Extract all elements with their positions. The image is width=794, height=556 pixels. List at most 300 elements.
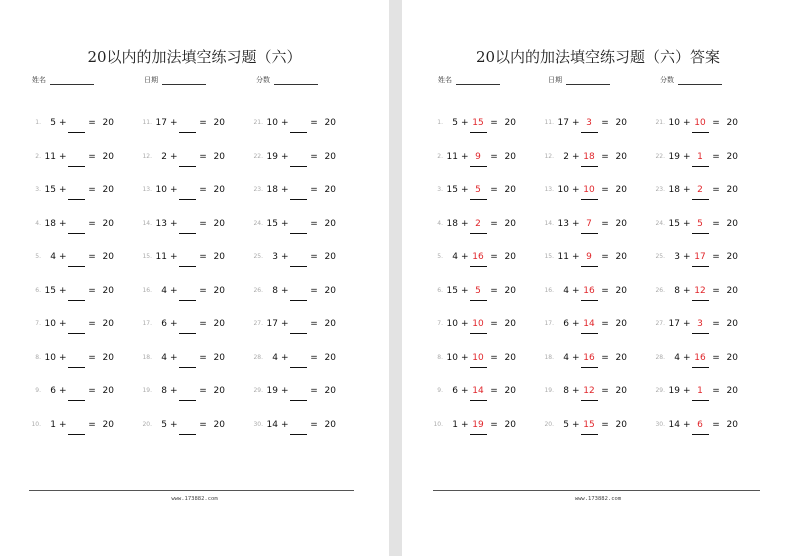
equals-sign: = bbox=[199, 319, 207, 329]
footer-url: www.173882.com bbox=[574, 496, 622, 502]
equals-sign: = bbox=[88, 218, 96, 229]
plus-sign: + bbox=[59, 151, 67, 162]
sum-value: 20 bbox=[213, 419, 225, 430]
equals-sign: = bbox=[199, 285, 207, 296]
problem-number: 26. bbox=[253, 286, 263, 294]
answer-blank-line bbox=[290, 434, 307, 435]
addend: 11 bbox=[155, 252, 167, 262]
equals-sign: = bbox=[712, 285, 720, 296]
addend: 17 bbox=[266, 319, 278, 329]
plus-sign: + bbox=[683, 419, 691, 430]
equals-sign: = bbox=[88, 185, 96, 195]
answer-blank-line bbox=[290, 132, 307, 133]
answer-blank-line bbox=[581, 199, 598, 200]
answer-blank-line bbox=[290, 266, 307, 267]
answer-value: 10 bbox=[694, 118, 706, 128]
answer-blank-line bbox=[68, 333, 85, 334]
equals-sign: = bbox=[88, 285, 96, 296]
score-field bbox=[256, 75, 318, 85]
equals-sign: = bbox=[490, 419, 498, 430]
answer-blank-line bbox=[290, 199, 307, 200]
answer-value: 18 bbox=[583, 151, 595, 162]
equals-sign: = bbox=[490, 252, 498, 262]
problem-number: 5. bbox=[437, 253, 443, 260]
addend: 4 bbox=[161, 352, 167, 363]
equals-sign: = bbox=[712, 319, 720, 329]
sum-value: 20 bbox=[102, 252, 114, 262]
answer-value: 12 bbox=[694, 285, 706, 296]
sum-value: 20 bbox=[615, 352, 627, 363]
plus-sign: + bbox=[59, 285, 67, 296]
answer-value: 16 bbox=[472, 252, 484, 262]
plus-sign: + bbox=[170, 285, 178, 296]
answer-value: 15 bbox=[583, 419, 595, 430]
sum-value: 20 bbox=[102, 319, 114, 329]
answer-value: 14 bbox=[583, 319, 595, 329]
addend: 11 bbox=[44, 151, 56, 162]
plus-sign: + bbox=[461, 218, 469, 229]
problem-number: 13. bbox=[142, 186, 152, 193]
equals-sign: = bbox=[712, 185, 720, 195]
sum-value: 20 bbox=[615, 386, 627, 396]
answer-blank-line bbox=[581, 400, 598, 401]
plus-sign: + bbox=[683, 218, 691, 229]
sum-value: 20 bbox=[324, 218, 336, 229]
sum-value: 20 bbox=[102, 352, 114, 363]
equals-sign: = bbox=[88, 252, 96, 262]
answer-blank-line bbox=[179, 300, 196, 301]
sum-value: 20 bbox=[726, 185, 738, 195]
plus-sign: + bbox=[461, 352, 469, 363]
sum-value: 20 bbox=[504, 285, 516, 296]
plus-sign: + bbox=[59, 185, 67, 195]
answer-value: 16 bbox=[583, 352, 595, 363]
plus-sign: + bbox=[170, 118, 178, 128]
sum-value: 20 bbox=[615, 252, 627, 262]
plus-sign: + bbox=[59, 319, 67, 329]
equals-sign: = bbox=[310, 118, 318, 128]
problem-number: 2. bbox=[35, 152, 41, 160]
problem-number: 7. bbox=[437, 320, 443, 327]
answer-blank-line bbox=[581, 434, 598, 435]
addend: 10 bbox=[266, 118, 278, 128]
answer-blank-line bbox=[692, 434, 709, 435]
answer-value: 5 bbox=[475, 185, 481, 195]
addend: 8 bbox=[674, 285, 680, 296]
problem-number: 9. bbox=[35, 387, 41, 394]
problem-number: 23. bbox=[655, 186, 665, 193]
addend: 15 bbox=[668, 218, 680, 229]
equals-sign: = bbox=[88, 118, 96, 128]
addend: 6 bbox=[50, 386, 56, 396]
addend: 1 bbox=[452, 419, 458, 430]
addend: 1 bbox=[50, 419, 56, 430]
answer-blank-line bbox=[68, 266, 85, 267]
addend: 15 bbox=[44, 285, 56, 296]
sum-value: 20 bbox=[213, 285, 225, 296]
problem-number: 5. bbox=[35, 253, 41, 260]
sum-value: 20 bbox=[504, 319, 516, 329]
equals-sign: = bbox=[199, 386, 207, 396]
plus-sign: + bbox=[461, 419, 469, 430]
answer-blank-line bbox=[68, 199, 85, 200]
equals-sign: = bbox=[310, 319, 318, 329]
plus-sign: + bbox=[572, 386, 580, 396]
plus-sign: + bbox=[683, 319, 691, 329]
addend: 8 bbox=[272, 285, 278, 296]
answer-blank-line bbox=[290, 367, 307, 368]
answer-blank-line bbox=[179, 266, 196, 267]
addend: 18 bbox=[446, 218, 458, 229]
sum-value: 20 bbox=[504, 118, 516, 128]
answer-blank-line bbox=[692, 132, 709, 133]
problem-number: 25. bbox=[655, 253, 665, 260]
footer-divider bbox=[433, 490, 760, 491]
sum-value: 20 bbox=[102, 386, 114, 396]
answer-blank-line bbox=[581, 233, 598, 234]
answer-blank-line bbox=[470, 300, 487, 301]
problem-number: 15. bbox=[142, 253, 152, 260]
answer-blank-line bbox=[692, 233, 709, 234]
answer-value: 9 bbox=[586, 252, 592, 262]
sum-value: 20 bbox=[324, 319, 336, 329]
answer-blank-line bbox=[692, 300, 709, 301]
answer-blank-line bbox=[470, 166, 487, 167]
answer-value: 10 bbox=[472, 319, 484, 329]
equals-sign: = bbox=[490, 118, 498, 128]
addend: 10 bbox=[155, 185, 167, 195]
sum-value: 20 bbox=[504, 252, 516, 262]
plus-sign: + bbox=[170, 352, 178, 363]
plus-sign: + bbox=[170, 386, 178, 396]
equals-sign: = bbox=[310, 419, 318, 430]
sum-value: 20 bbox=[726, 352, 738, 363]
answer-blank-line bbox=[692, 266, 709, 267]
equals-sign: = bbox=[310, 218, 318, 229]
addend: 10 bbox=[44, 352, 56, 363]
problem-number: 15. bbox=[544, 253, 554, 260]
name-line bbox=[50, 76, 94, 85]
answer-blank-line bbox=[68, 166, 85, 167]
score-field bbox=[660, 75, 722, 85]
problem-number: 27. bbox=[655, 320, 665, 327]
sum-value: 20 bbox=[213, 185, 225, 195]
addend: 15 bbox=[446, 185, 458, 195]
sum-value: 20 bbox=[726, 386, 738, 396]
plus-sign: + bbox=[59, 252, 67, 262]
equals-sign: = bbox=[601, 151, 609, 162]
addend: 2 bbox=[563, 151, 569, 162]
sum-value: 20 bbox=[324, 151, 336, 162]
answer-blank-line bbox=[68, 300, 85, 301]
addend: 6 bbox=[452, 386, 458, 396]
addend: 8 bbox=[563, 386, 569, 396]
sum-value: 20 bbox=[504, 185, 516, 195]
addend: 5 bbox=[452, 118, 458, 128]
problem-number: 30. bbox=[655, 420, 665, 428]
answer-blank-line bbox=[290, 333, 307, 334]
sum-value: 20 bbox=[324, 386, 336, 396]
plus-sign: + bbox=[683, 352, 691, 363]
answer-value: 15 bbox=[472, 118, 484, 128]
addend: 18 bbox=[44, 218, 56, 229]
equals-sign: = bbox=[601, 419, 609, 430]
addend: 4 bbox=[50, 252, 56, 262]
answer-blank-line bbox=[290, 233, 307, 234]
sum-value: 20 bbox=[324, 252, 336, 262]
equals-sign: = bbox=[88, 319, 96, 329]
equals-sign: = bbox=[712, 218, 720, 229]
answer-blank-line bbox=[290, 300, 307, 301]
problem-number: 11. bbox=[544, 119, 554, 126]
problem-number: 21. bbox=[253, 119, 263, 126]
answer-blank-line bbox=[581, 300, 598, 301]
plus-sign: + bbox=[461, 319, 469, 329]
addend: 17 bbox=[155, 118, 167, 128]
plus-sign: + bbox=[683, 386, 691, 396]
equals-sign: = bbox=[601, 285, 609, 296]
plus-sign: + bbox=[59, 118, 67, 128]
equals-sign: = bbox=[199, 252, 207, 262]
plus-sign: + bbox=[572, 118, 580, 128]
page-title: 20以内的加法填空练习题（六） bbox=[87, 48, 302, 66]
sum-value: 20 bbox=[213, 118, 225, 128]
equals-sign: = bbox=[310, 285, 318, 296]
equals-sign: = bbox=[490, 185, 498, 195]
plus-sign: + bbox=[281, 386, 289, 396]
plus-sign: + bbox=[281, 185, 289, 195]
plus-sign: + bbox=[683, 252, 691, 262]
equals-sign: = bbox=[601, 386, 609, 396]
problem-number: 16. bbox=[142, 286, 152, 294]
answer-value: 1 bbox=[697, 151, 703, 162]
plus-sign: + bbox=[572, 419, 580, 430]
score-line bbox=[274, 76, 318, 85]
addend: 11 bbox=[446, 151, 458, 162]
addend: 17 bbox=[557, 118, 569, 128]
answer-page bbox=[402, 0, 794, 556]
sum-value: 20 bbox=[726, 118, 738, 128]
addend: 4 bbox=[563, 285, 569, 296]
equals-sign: = bbox=[712, 252, 720, 262]
answer-blank-line bbox=[179, 199, 196, 200]
problem-number: 21. bbox=[655, 119, 665, 126]
plus-sign: + bbox=[461, 252, 469, 262]
problem-number: 8. bbox=[437, 353, 443, 361]
answer-blank-line bbox=[68, 367, 85, 368]
equals-sign: = bbox=[199, 352, 207, 363]
plus-sign: + bbox=[461, 285, 469, 296]
sum-value: 20 bbox=[324, 118, 336, 128]
plus-sign: + bbox=[281, 419, 289, 430]
answer-blank-line bbox=[179, 400, 196, 401]
answer-blank-line bbox=[581, 367, 598, 368]
sum-value: 20 bbox=[504, 352, 516, 363]
problem-number: 7. bbox=[35, 320, 41, 327]
sum-value: 20 bbox=[213, 352, 225, 363]
sum-value: 20 bbox=[615, 185, 627, 195]
answer-value: 5 bbox=[475, 285, 481, 296]
plus-sign: + bbox=[572, 352, 580, 363]
answer-value: 17 bbox=[694, 252, 706, 262]
problem-number: 3. bbox=[35, 186, 41, 193]
problem-number: 1. bbox=[35, 119, 41, 126]
answer-blank-line bbox=[68, 132, 85, 133]
sum-value: 20 bbox=[102, 185, 114, 195]
equals-sign: = bbox=[88, 352, 96, 363]
sum-value: 20 bbox=[726, 151, 738, 162]
problem-number: 9. bbox=[437, 387, 443, 394]
plus-sign: + bbox=[461, 185, 469, 195]
plus-sign: + bbox=[281, 151, 289, 162]
footer-divider bbox=[29, 490, 354, 491]
addend: 10 bbox=[446, 319, 458, 329]
sum-value: 20 bbox=[615, 319, 627, 329]
sum-value: 20 bbox=[615, 118, 627, 128]
answer-value: 16 bbox=[694, 352, 706, 363]
answer-blank-line bbox=[470, 199, 487, 200]
problem-number: 1. bbox=[437, 119, 443, 126]
sum-value: 20 bbox=[213, 386, 225, 396]
date-line bbox=[566, 76, 610, 85]
addend: 6 bbox=[161, 319, 167, 329]
problem-number: 22. bbox=[253, 152, 263, 160]
sum-value: 20 bbox=[102, 118, 114, 128]
equals-sign: = bbox=[88, 151, 96, 162]
answer-value: 3 bbox=[697, 319, 703, 329]
plus-sign: + bbox=[281, 285, 289, 296]
problem-number: 17. bbox=[142, 320, 152, 327]
problem-number: 12. bbox=[142, 152, 152, 160]
plus-sign: + bbox=[281, 252, 289, 262]
addend: 19 bbox=[668, 386, 680, 396]
answer-blank-line bbox=[692, 367, 709, 368]
problem-number: 4. bbox=[437, 219, 443, 227]
equals-sign: = bbox=[712, 419, 720, 430]
answer-blank-line bbox=[68, 434, 85, 435]
plus-sign: + bbox=[683, 285, 691, 296]
sum-value: 20 bbox=[213, 252, 225, 262]
score-line bbox=[678, 76, 722, 85]
name-line bbox=[456, 76, 500, 85]
problem-number: 26. bbox=[655, 286, 665, 294]
problem-number: 18. bbox=[544, 353, 554, 361]
problem-number: 29. bbox=[253, 387, 263, 394]
answer-blank-line bbox=[179, 333, 196, 334]
equals-sign: = bbox=[490, 386, 498, 396]
equals-sign: = bbox=[199, 118, 207, 128]
date-field bbox=[144, 75, 206, 85]
addend: 17 bbox=[668, 319, 680, 329]
sum-value: 20 bbox=[726, 285, 738, 296]
addend: 4 bbox=[161, 285, 167, 296]
answer-blank-line bbox=[290, 166, 307, 167]
plus-sign: + bbox=[461, 386, 469, 396]
date-field bbox=[548, 75, 610, 85]
addend: 11 bbox=[557, 252, 569, 262]
sum-value: 20 bbox=[324, 352, 336, 363]
addend: 18 bbox=[668, 185, 680, 195]
addend: 2 bbox=[161, 151, 167, 162]
answer-value: 6 bbox=[697, 419, 703, 430]
answer-blank-line bbox=[581, 333, 598, 334]
equals-sign: = bbox=[601, 118, 609, 128]
problem-number: 22. bbox=[655, 152, 665, 160]
addend: 13 bbox=[155, 218, 167, 229]
answer-blank-line bbox=[470, 132, 487, 133]
answer-blank-line bbox=[179, 233, 196, 234]
problem-number: 3. bbox=[437, 186, 443, 193]
answer-blank-line bbox=[692, 333, 709, 334]
answer-value: 19 bbox=[472, 419, 484, 430]
sum-value: 20 bbox=[504, 419, 516, 430]
equals-sign: = bbox=[490, 352, 498, 363]
page-title: 20以内的加法填空练习题（六）答案 bbox=[475, 48, 721, 66]
equals-sign: = bbox=[601, 185, 609, 195]
plus-sign: + bbox=[572, 252, 580, 262]
sum-value: 20 bbox=[615, 419, 627, 430]
problem-number: 24. bbox=[253, 219, 263, 227]
problem-number: 30. bbox=[253, 420, 263, 428]
problem-number: 20. bbox=[142, 420, 152, 428]
sum-value: 20 bbox=[102, 151, 114, 162]
addend: 19 bbox=[266, 151, 278, 162]
problem-number: 13. bbox=[544, 186, 554, 193]
addend: 10 bbox=[446, 352, 458, 363]
addend: 18 bbox=[266, 185, 278, 195]
addend: 13 bbox=[557, 218, 569, 229]
addend: 10 bbox=[557, 185, 569, 195]
sum-value: 20 bbox=[213, 151, 225, 162]
equals-sign: = bbox=[310, 386, 318, 396]
equals-sign: = bbox=[88, 419, 96, 430]
plus-sign: + bbox=[683, 151, 691, 162]
plus-sign: + bbox=[170, 185, 178, 195]
answer-value: 3 bbox=[586, 118, 592, 128]
problem-number: 18. bbox=[142, 353, 152, 361]
answer-blank-line bbox=[470, 367, 487, 368]
sum-value: 20 bbox=[615, 285, 627, 296]
plus-sign: + bbox=[170, 252, 178, 262]
problem-number: 19. bbox=[544, 387, 554, 394]
addend: 15 bbox=[446, 285, 458, 296]
worksheet-page bbox=[0, 0, 389, 556]
answer-blank-line bbox=[692, 199, 709, 200]
plus-sign: + bbox=[683, 118, 691, 128]
name-label: 姓名 bbox=[32, 76, 46, 84]
answer-blank-line bbox=[470, 333, 487, 334]
answer-value: 1 bbox=[697, 386, 703, 396]
addend: 4 bbox=[674, 352, 680, 363]
plus-sign: + bbox=[461, 118, 469, 128]
plus-sign: + bbox=[170, 319, 178, 329]
addend: 3 bbox=[674, 252, 680, 262]
answer-blank-line bbox=[692, 166, 709, 167]
sum-value: 20 bbox=[324, 185, 336, 195]
footer-url: www.173882.com bbox=[171, 496, 218, 502]
problem-number: 19. bbox=[142, 387, 152, 394]
problem-number: 14. bbox=[142, 219, 152, 227]
problem-number: 20. bbox=[544, 420, 554, 428]
addend: 10 bbox=[44, 319, 56, 329]
answer-value: 2 bbox=[697, 185, 703, 195]
addend: 14 bbox=[668, 419, 680, 430]
answer-blank-line bbox=[68, 400, 85, 401]
answer-blank-line bbox=[470, 400, 487, 401]
answer-blank-line bbox=[470, 434, 487, 435]
answer-blank-line bbox=[179, 434, 196, 435]
plus-sign: + bbox=[572, 151, 580, 162]
